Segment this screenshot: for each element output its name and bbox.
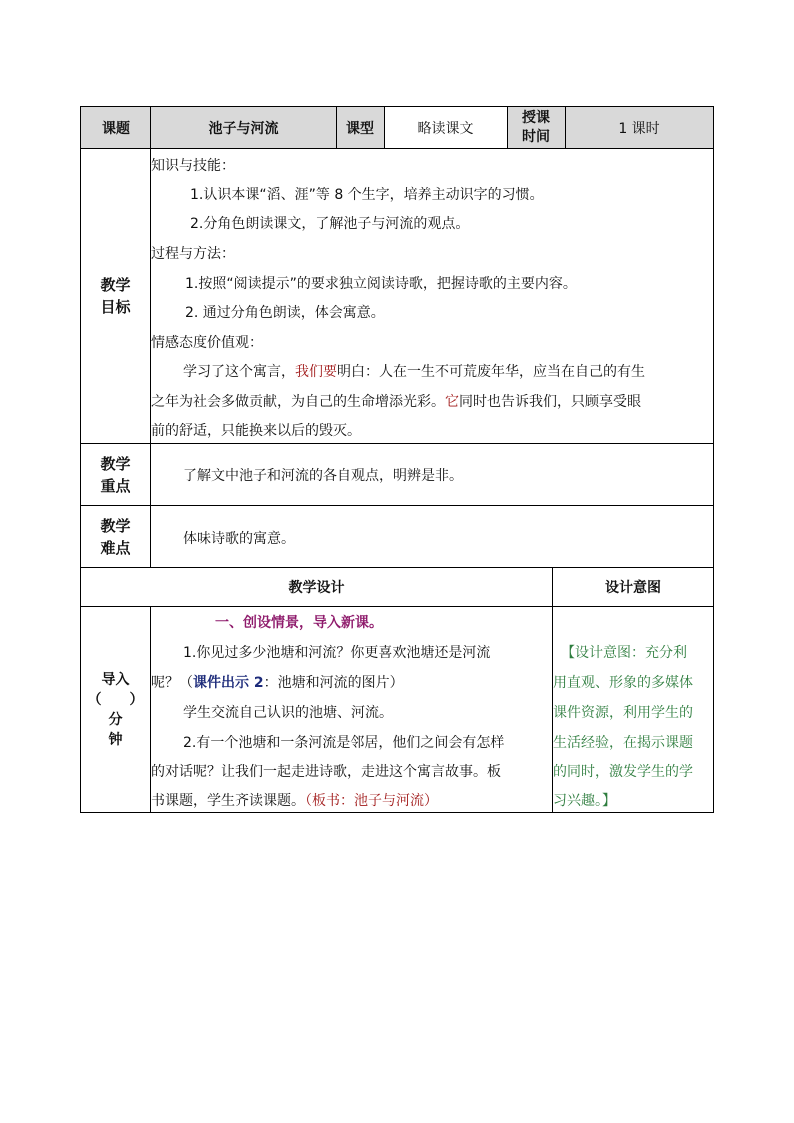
intro-line-1: 1.你见过多少池塘和河流？你更喜欢池塘还是河流 xyxy=(183,645,491,661)
topic-label: 课题 xyxy=(102,121,130,137)
time-label xyxy=(507,107,565,149)
rule-bottom xyxy=(81,812,714,813)
time-label-line1: 授课 xyxy=(522,110,550,126)
intro-line-2-c: ：池塘和河流的图片） xyxy=(263,675,404,691)
rule-objectives-bottom xyxy=(81,443,714,444)
intent-heading: 设计意图 xyxy=(605,580,661,596)
difficulty-label xyxy=(81,506,150,567)
emotion-line-1-c: 明白：人在一生不可荒废年华，应当在自己的有生 xyxy=(337,364,645,380)
difficulty-label-line1: 教学 xyxy=(100,516,131,535)
process-item-1: 1.按照“阅读提示”的要求独立阅读诗歌，把握诗歌的主要内容。 xyxy=(185,276,577,292)
emotion-line-1-a: 学习了这个寓言， xyxy=(183,364,295,380)
knowledge-heading: 知识与技能： xyxy=(151,158,235,174)
intro-line-6 xyxy=(151,791,438,811)
focus-label-line2: 重点 xyxy=(100,476,131,495)
difficulty-label-line2: 难点 xyxy=(100,538,131,557)
intro-line-4: 2.有一个池塘和一条河流是邻居，他们之间会有怎样 xyxy=(183,735,505,751)
intro-blackboard-note: （板书：池子与河流） xyxy=(305,793,438,809)
process-item-2: 2. 通过分角色朗读，体会寓意。 xyxy=(185,305,385,321)
difficulty-text: 体味诗歌的寓意。 xyxy=(183,531,295,547)
intent-line-6: 习兴趣。】 xyxy=(553,793,616,809)
emotion-line-2-c: 同时也告诉我们，只顾享受眼 xyxy=(459,394,641,410)
knowledge-item-2: 2.分角色朗读课文，了解池子与河流的观点。 xyxy=(190,216,470,232)
emotion-line-2-b: 它 xyxy=(445,394,459,410)
intro-courseware-label: 课件出示 2 xyxy=(193,675,264,691)
type-value: 略读课文 xyxy=(417,121,474,137)
intent-line-4: 生活经验，在揭示课题 xyxy=(553,735,693,751)
intro-line-2-a: 呢？（ xyxy=(151,675,193,691)
intro-label xyxy=(81,607,150,812)
focus-label xyxy=(81,444,150,505)
time-label-line2: 时间 xyxy=(522,129,550,145)
time-value: 1 课时 xyxy=(618,121,660,137)
rule-design-heading-bottom xyxy=(81,606,714,607)
emotion-line-2 xyxy=(151,392,641,412)
intro-section-title: 一、创设情景，导入新课。 xyxy=(215,615,383,631)
knowledge-item-1: 1.认识本课“滔、涯”等 8 个生字，培养主动识字的习惯。 xyxy=(190,187,544,203)
intro-line-5: 的对话呢？让我们一起走进诗歌，走进这个寓言故事。板 xyxy=(151,764,501,780)
design-heading: 教学设计 xyxy=(288,580,345,596)
intent-line-2: 用直观、形象的多媒体 xyxy=(553,675,693,691)
intro-line-6-a: 书课题，学生齐读课题。 xyxy=(151,793,305,809)
intro-line-2 xyxy=(151,673,404,693)
intro-label-line1: 导入 xyxy=(101,671,130,688)
rule-right xyxy=(713,106,714,813)
objectives-label-line1: 教学 xyxy=(100,276,131,294)
intent-line-3: 课件资源，利用学生的 xyxy=(553,705,693,721)
focus-label-line1: 教学 xyxy=(100,454,131,473)
objectives-label-line2: 目标 xyxy=(100,298,131,316)
intent-line-5: 的同时，激发学生的学 xyxy=(553,764,693,780)
emotion-heading: 情感态度价值观： xyxy=(151,335,263,351)
rule-focus-bottom xyxy=(81,505,714,506)
intro-label-line3: 钟 xyxy=(108,731,123,748)
emotion-line-2-a: 之年为社会多做贡献，为自己的生命增添光彩。 xyxy=(151,394,445,410)
emotion-line-1 xyxy=(183,362,645,382)
emotion-line-3: 前的舒适，只能换来以后的毁灭。 xyxy=(151,423,361,439)
intro-label-line2: （ ）分 xyxy=(87,691,144,728)
topic-value: 池子与河流 xyxy=(208,121,279,137)
intent-line-1: 【设计意图：充分利 xyxy=(561,645,687,661)
objectives-label xyxy=(81,149,150,443)
emotion-line-1-b: 我们要 xyxy=(295,364,337,380)
process-heading: 过程与方法： xyxy=(151,246,235,262)
intro-line-3: 学生交流自己认识的池塘、河流。 xyxy=(183,705,393,721)
type-label: 课型 xyxy=(346,121,374,137)
focus-text: 了解文中池子和河流的各自观点，明辨是非。 xyxy=(183,468,463,484)
